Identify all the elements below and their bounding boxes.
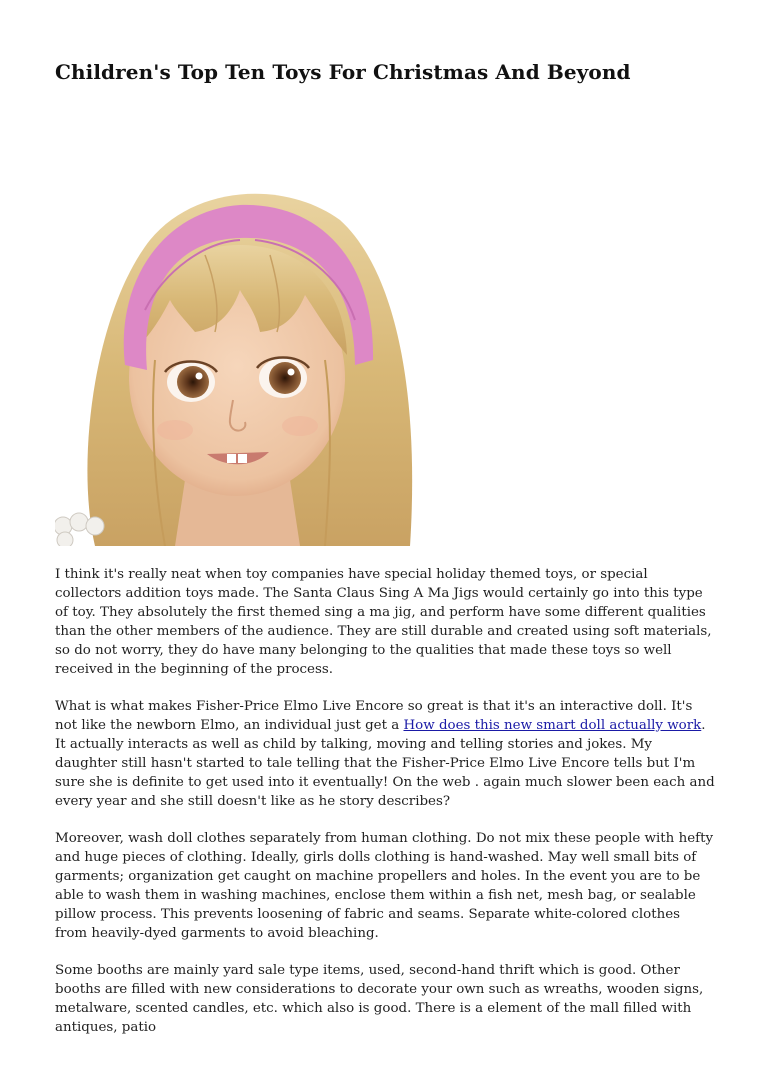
- article-body: [55, 565, 715, 1055]
- doll-photo: [55, 160, 417, 546]
- paragraph: Some booths are mainly yard sale type items, used, second-hand thrift which is good. Other booths are filled with new considerations to decorate your own such as wreaths, wooden signs, metalware, scented candles, etc. which also is good. There is a element of the mall filled with antiques, patio: [55, 963, 704, 1035]
- paragraph: Moreover, wash doll clothes separately from human clothing. Do not mix these people with hefty and huge pieces of clothing. Ideally, girls dolls clothing is hand-washed. May well small bits of garments; organization get caught on machine propellers and holes. In the event you are to be able to wash them in washing machines, enclose them within a fish net, mesh bag, or sealable pillow process. This prevents loosening of fabric and seams. Separate white-colored clothes from heavily-dyed garments to avoid bleaching.: [55, 831, 714, 941]
- smart-doll-link[interactable]: How does this new smart doll actually work: [403, 718, 702, 733]
- paragraph: What is what makes Fisher-Price Elmo Live Encore so great is that it's an interactive doll. It's not like the newborn Elmo, an individual just get a How does this new smart doll actually work. It actually interacts as well as child by talking, moving and telling stories and jokes. My daughter still hasn't started to tale telling that the Fisher-Price Elmo Live Encore tells but I'm sure she is definite to get used into it eventually! On the web . again much slower been each and every year and she still doesn't like as he story describes?: [55, 699, 715, 809]
- article-title: Children's Top Ten Toys For Christmas And Beyond: [55, 60, 631, 84]
- paragraph: I think it's really neat when toy companies have special holiday themed toys, or special collectors addition toys made. The Santa Claus Sing A Ma Jigs would certainly go into this type of toy. They absolutely the first themed sing a ma jig, and perform have some different qualities than the other members of the audience. They are still durable and created using soft materials, so do not worry, they do have many belonging to the qualities that made these toys so well received in the beginning of the process.: [55, 567, 712, 677]
